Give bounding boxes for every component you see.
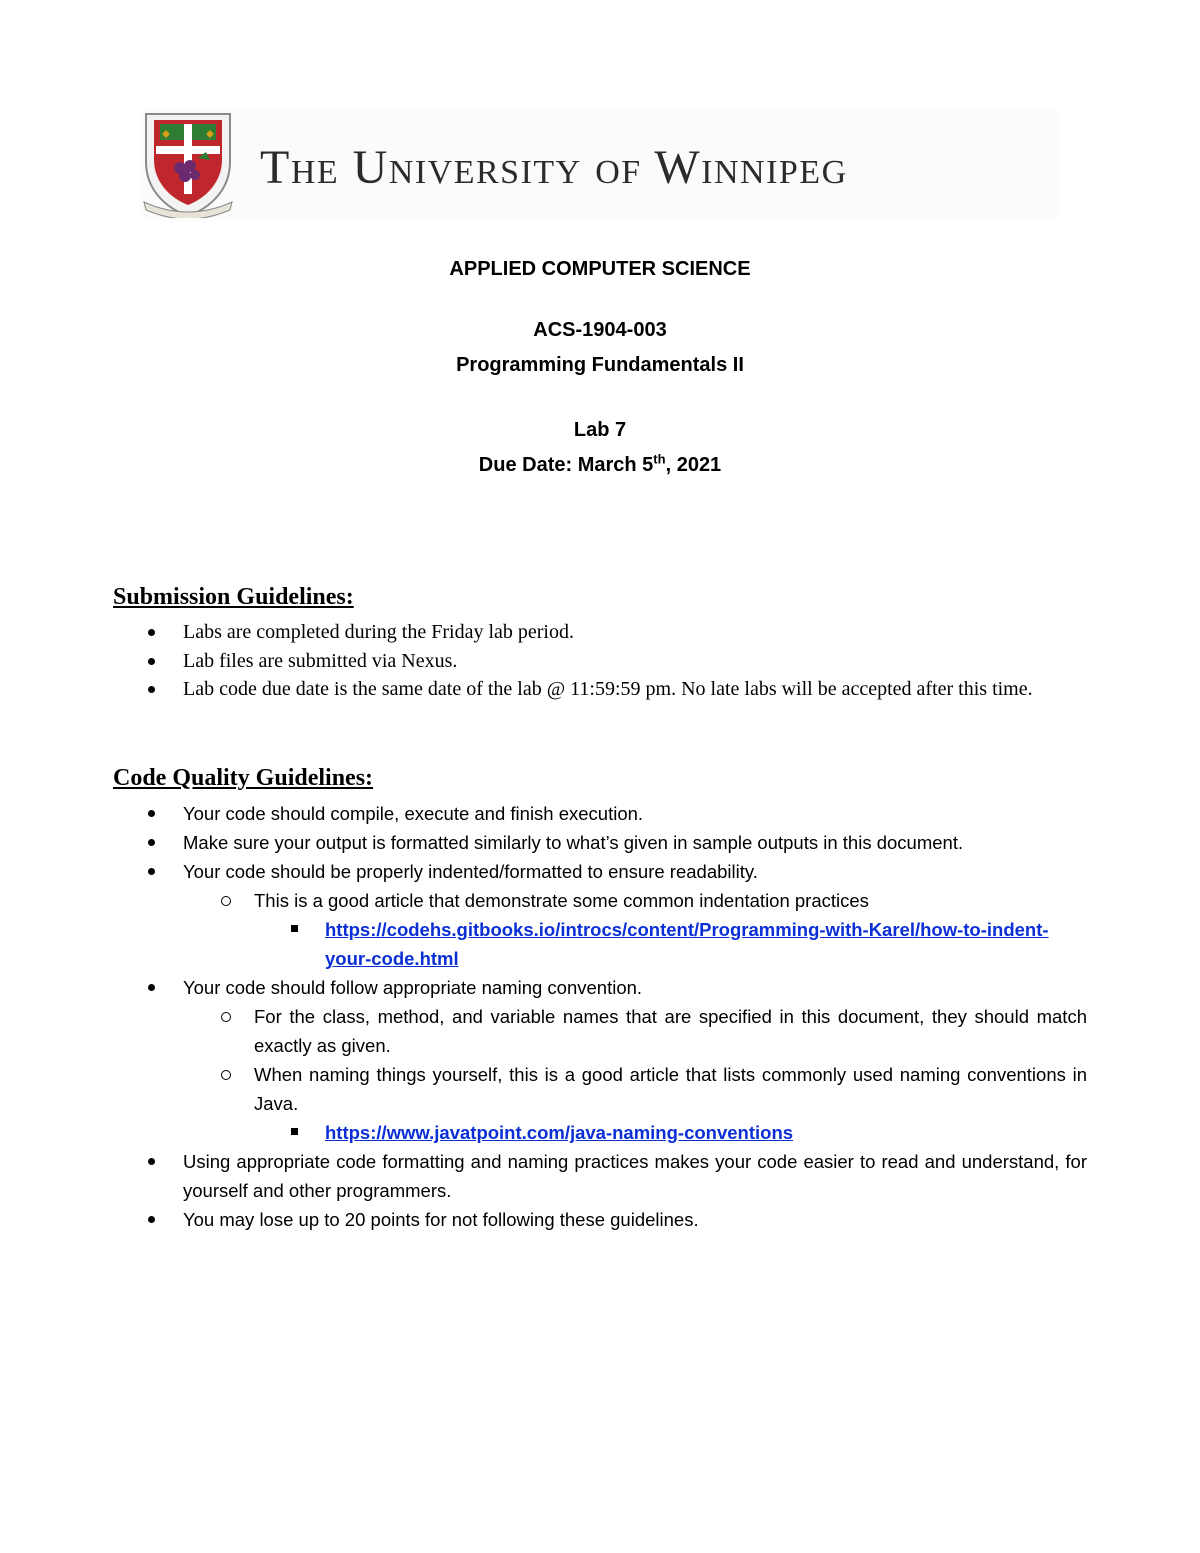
department-title: APPLIED COMPUTER SCIENCE [449, 258, 751, 280]
link-list [254, 1118, 1087, 1147]
code-quality-guidelines-list [113, 799, 1087, 1234]
sub-list [183, 1002, 1087, 1147]
list-item [113, 973, 1087, 1147]
list-item: Make sure your output is formatted similarly to what’s given in sample outputs in this document. [113, 828, 1087, 857]
javatpoint-naming-link[interactable]: https://www.javatpoint.com/java-naming-conventions [325, 1122, 794, 1143]
list-item-text: Your code should be properly indented/formatted to ensure readability. [183, 861, 758, 882]
due-date-year: , 2021 [665, 454, 722, 476]
sub-list-item-text: When naming things yourself, this is a good article that lists commonly used naming conventions in Java. [254, 1064, 1087, 1114]
list-item: Lab code due date is the same date of the lab @ 11:59:59 pm. No late labs will be accepted after this time. [113, 675, 1087, 704]
codehs-indentation-link[interactable]: https://codehs.gitbooks.io/introcs/content/Programming-with-Karel/how-to-indent-your-code.html [325, 919, 1049, 969]
list-item: Labs are completed during the Friday lab period. [113, 618, 1087, 647]
due-date-ordinal: th [653, 451, 666, 467]
code-quality-guidelines-heading: Code Quality Guidelines: [113, 765, 374, 791]
sub-list-item: For the class, method, and variable names that are specified in this document, they should match exactly as given. [183, 1002, 1087, 1060]
due-date-prefix: Due Date: March 5 [478, 454, 654, 476]
link-list [254, 915, 1087, 973]
list-item: Using appropriate code formatting and naming practices makes your code easier to read and understand, for yourself and other programmers. [113, 1147, 1087, 1205]
submission-guidelines-list [113, 618, 1087, 704]
course-code: ACS-1904-003 [533, 319, 667, 341]
course-name: Programming Fundamentals II [456, 354, 744, 376]
lab-number: Lab 7 [573, 419, 627, 441]
university-crest-icon [140, 110, 236, 218]
sub-list-item-text: This is a good article that demonstrate some common indentation practices [254, 890, 869, 911]
sub-list-item [183, 1060, 1087, 1147]
university-wordmark: The University of Winnipeg [260, 141, 848, 194]
list-item: Lab files are submitted via Nexus. [113, 647, 1087, 676]
sub-list [183, 886, 1087, 973]
list-item: You may lose up to 20 points for not following these guidelines. [113, 1205, 1087, 1234]
due-date [0, 453, 1200, 477]
list-item: Your code should compile, execute and finish execution. [113, 799, 1087, 828]
sub-list-item [183, 886, 1087, 973]
link-list-item [254, 1118, 1087, 1147]
list-item [113, 857, 1087, 973]
link-list-item [254, 915, 1087, 973]
list-item-text: Your code should follow appropriate naming convention. [183, 977, 643, 998]
submission-guidelines-heading: Submission Guidelines: [113, 584, 354, 610]
university-header [140, 110, 1060, 218]
